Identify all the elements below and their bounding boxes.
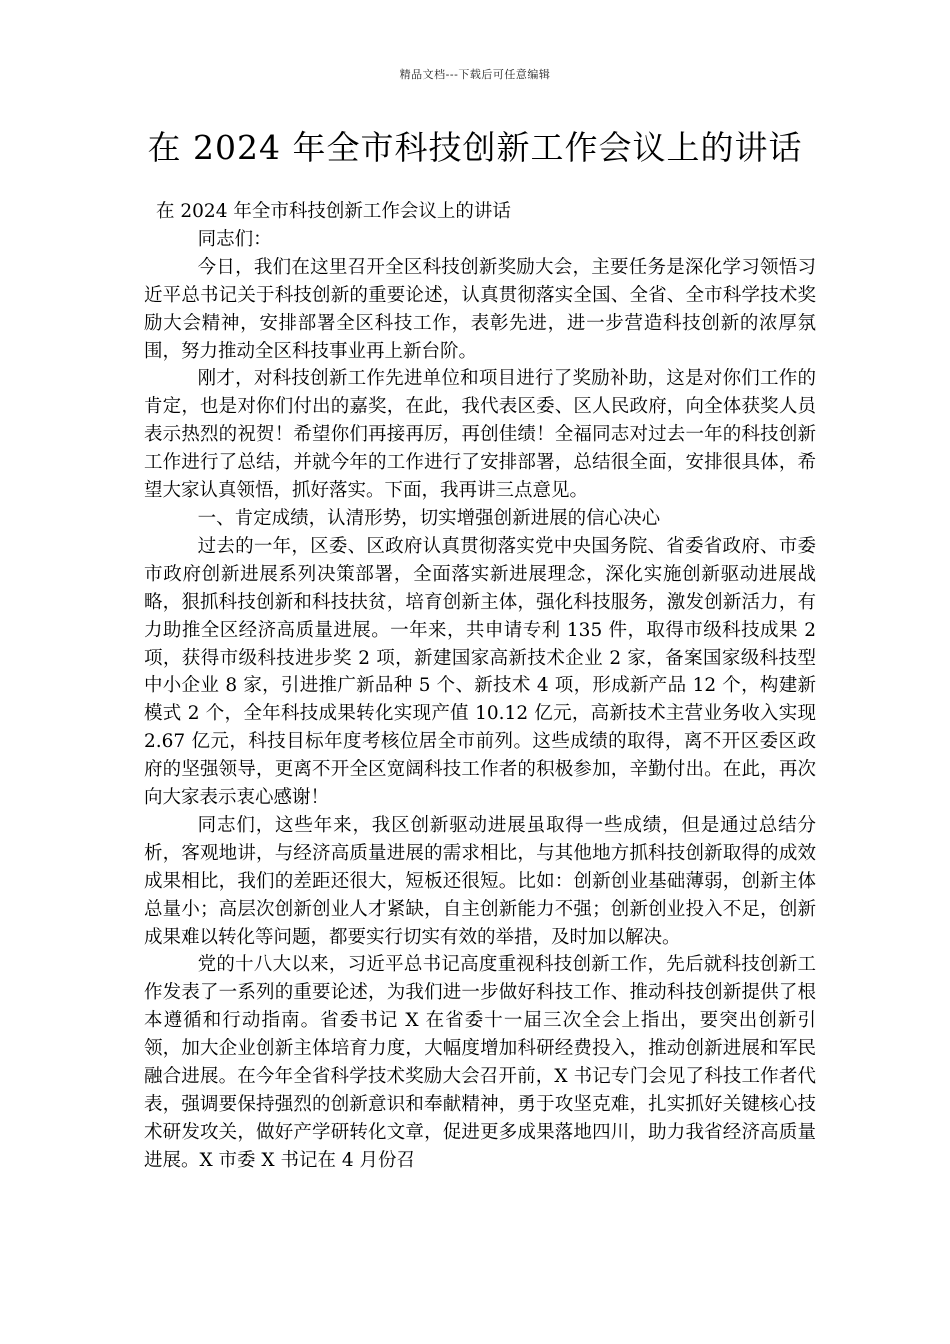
body-paragraph: 同志们，这些年来，我区创新驱动进展虽取得一些成绩，但是通过总结分析，客观地讲，与经济高质量进展的需求相比，与其他地方抓科技创新取得的成效成果相比，我们的差距还很大，短板还很短。比如：创新创业基础薄弱，创新主体总量小；高层次创新创业人才紧缺，自主创新能力不强；创新创业投入不足，创新成果难以转化等问题，都要实行切实有效的举措，及时加以解决。 — [144, 814, 816, 948]
body-paragraph: 过去的一年，区委、区政府认真贯彻落实党中央国务院、省委省政府、市委市政府创新进展系列决策部署，全面落实新进展理念，深化实施创新驱动进展战略，狠抓科技创新和科技扶贫，培育创新主体，强化科技服务，激发创新活力，有力助推全区经济高质量进展。一年来，共申请专利 135 件，取得市级科技成果 2 项，获得市级科技进步奖 2 项，新建国家高新技术企业 2 家，备案国家级科技型中小企业 8 家，引进推广新品种 5 个、新技术 4 项，形成新产品 12 个，构建新模式 2 个，全年科技成果转化实现产值 10.12 亿元，高新技术主营业务收入实现 2.67 亿元，科技目标年度考核位居全市前列。这些成绩的取得，离不开区委区政府的坚强领导，更离不开全区宽阔科技工作者的积极参加，辛勤付出。在此，再次向大家表示衷心感谢！ — [144, 535, 816, 809]
section-heading: 一、肯定成绩，认清形势，切实增强创新进展的信心决心 — [197, 507, 661, 529]
salutation: 同志们： — [197, 228, 272, 250]
page-header-note: 精品文档---下载后可任意编辑 — [399, 68, 551, 81]
body-paragraph: 今日，我们在这里召开全区科技创新奖励大会，主要任务是深化学习领悟习近平总书记关于科技创新的重要论述，认真贯彻落实全国、全省、全市科学技术奖励大会精神，安排部署全区科技工作，表彰先进，进一步营造科技创新的浓厚氛围，努力推动全区科技事业再上新台阶。 — [144, 256, 816, 362]
document-body — [144, 198, 816, 1175]
body-paragraph: 刚才，对科技创新工作先进单位和项目进行了奖励补助，这是对你们工作的肯定，也是对你们付出的嘉奖，在此，我代表区委、区人民政府，向全体获奖人员表示热烈的祝贺！希望你们再接再厉，再创佳绩！全福同志对过去一年的科技创新工作进行了总结，并就今年的工作进行了安排部署，总结很全面，安排很具体，希望大家认真领悟，抓好落实。下面，我再讲三点意见。 — [144, 368, 816, 502]
document-title: 在 2024 年全市科技创新工作会议上的讲话 — [147, 128, 803, 167]
body-paragraph: 党的十八大以来，习近平总书记高度重视科技创新工作，先后就科技创新工作发表了一系列的重要论述，为我们进一步做好科技工作、推动科技创新提供了根本遵循和行动指南。省委书记 X 在省委十一届三次全会上指出，要突出创新引领，加大企业创新主体培育力度，大幅度增加科研经费投入，推动创新进展和军民融合进展。在今年全省科学技术奖励大会召开前，X 书记专门会见了科技工作者代表，强调要保持强烈的创新意识和奉献精神，勇于攻坚克难，扎实抓好关键核心技术研发攻关，做好产学研转化文章，促进更多成果落地四川，助力我省经济高质量进展。X 市委 X 书记在 4 月份召 — [144, 954, 816, 1171]
document-subtitle: 在 2024 年全市科技创新工作会议上的讲话 — [156, 201, 511, 222]
